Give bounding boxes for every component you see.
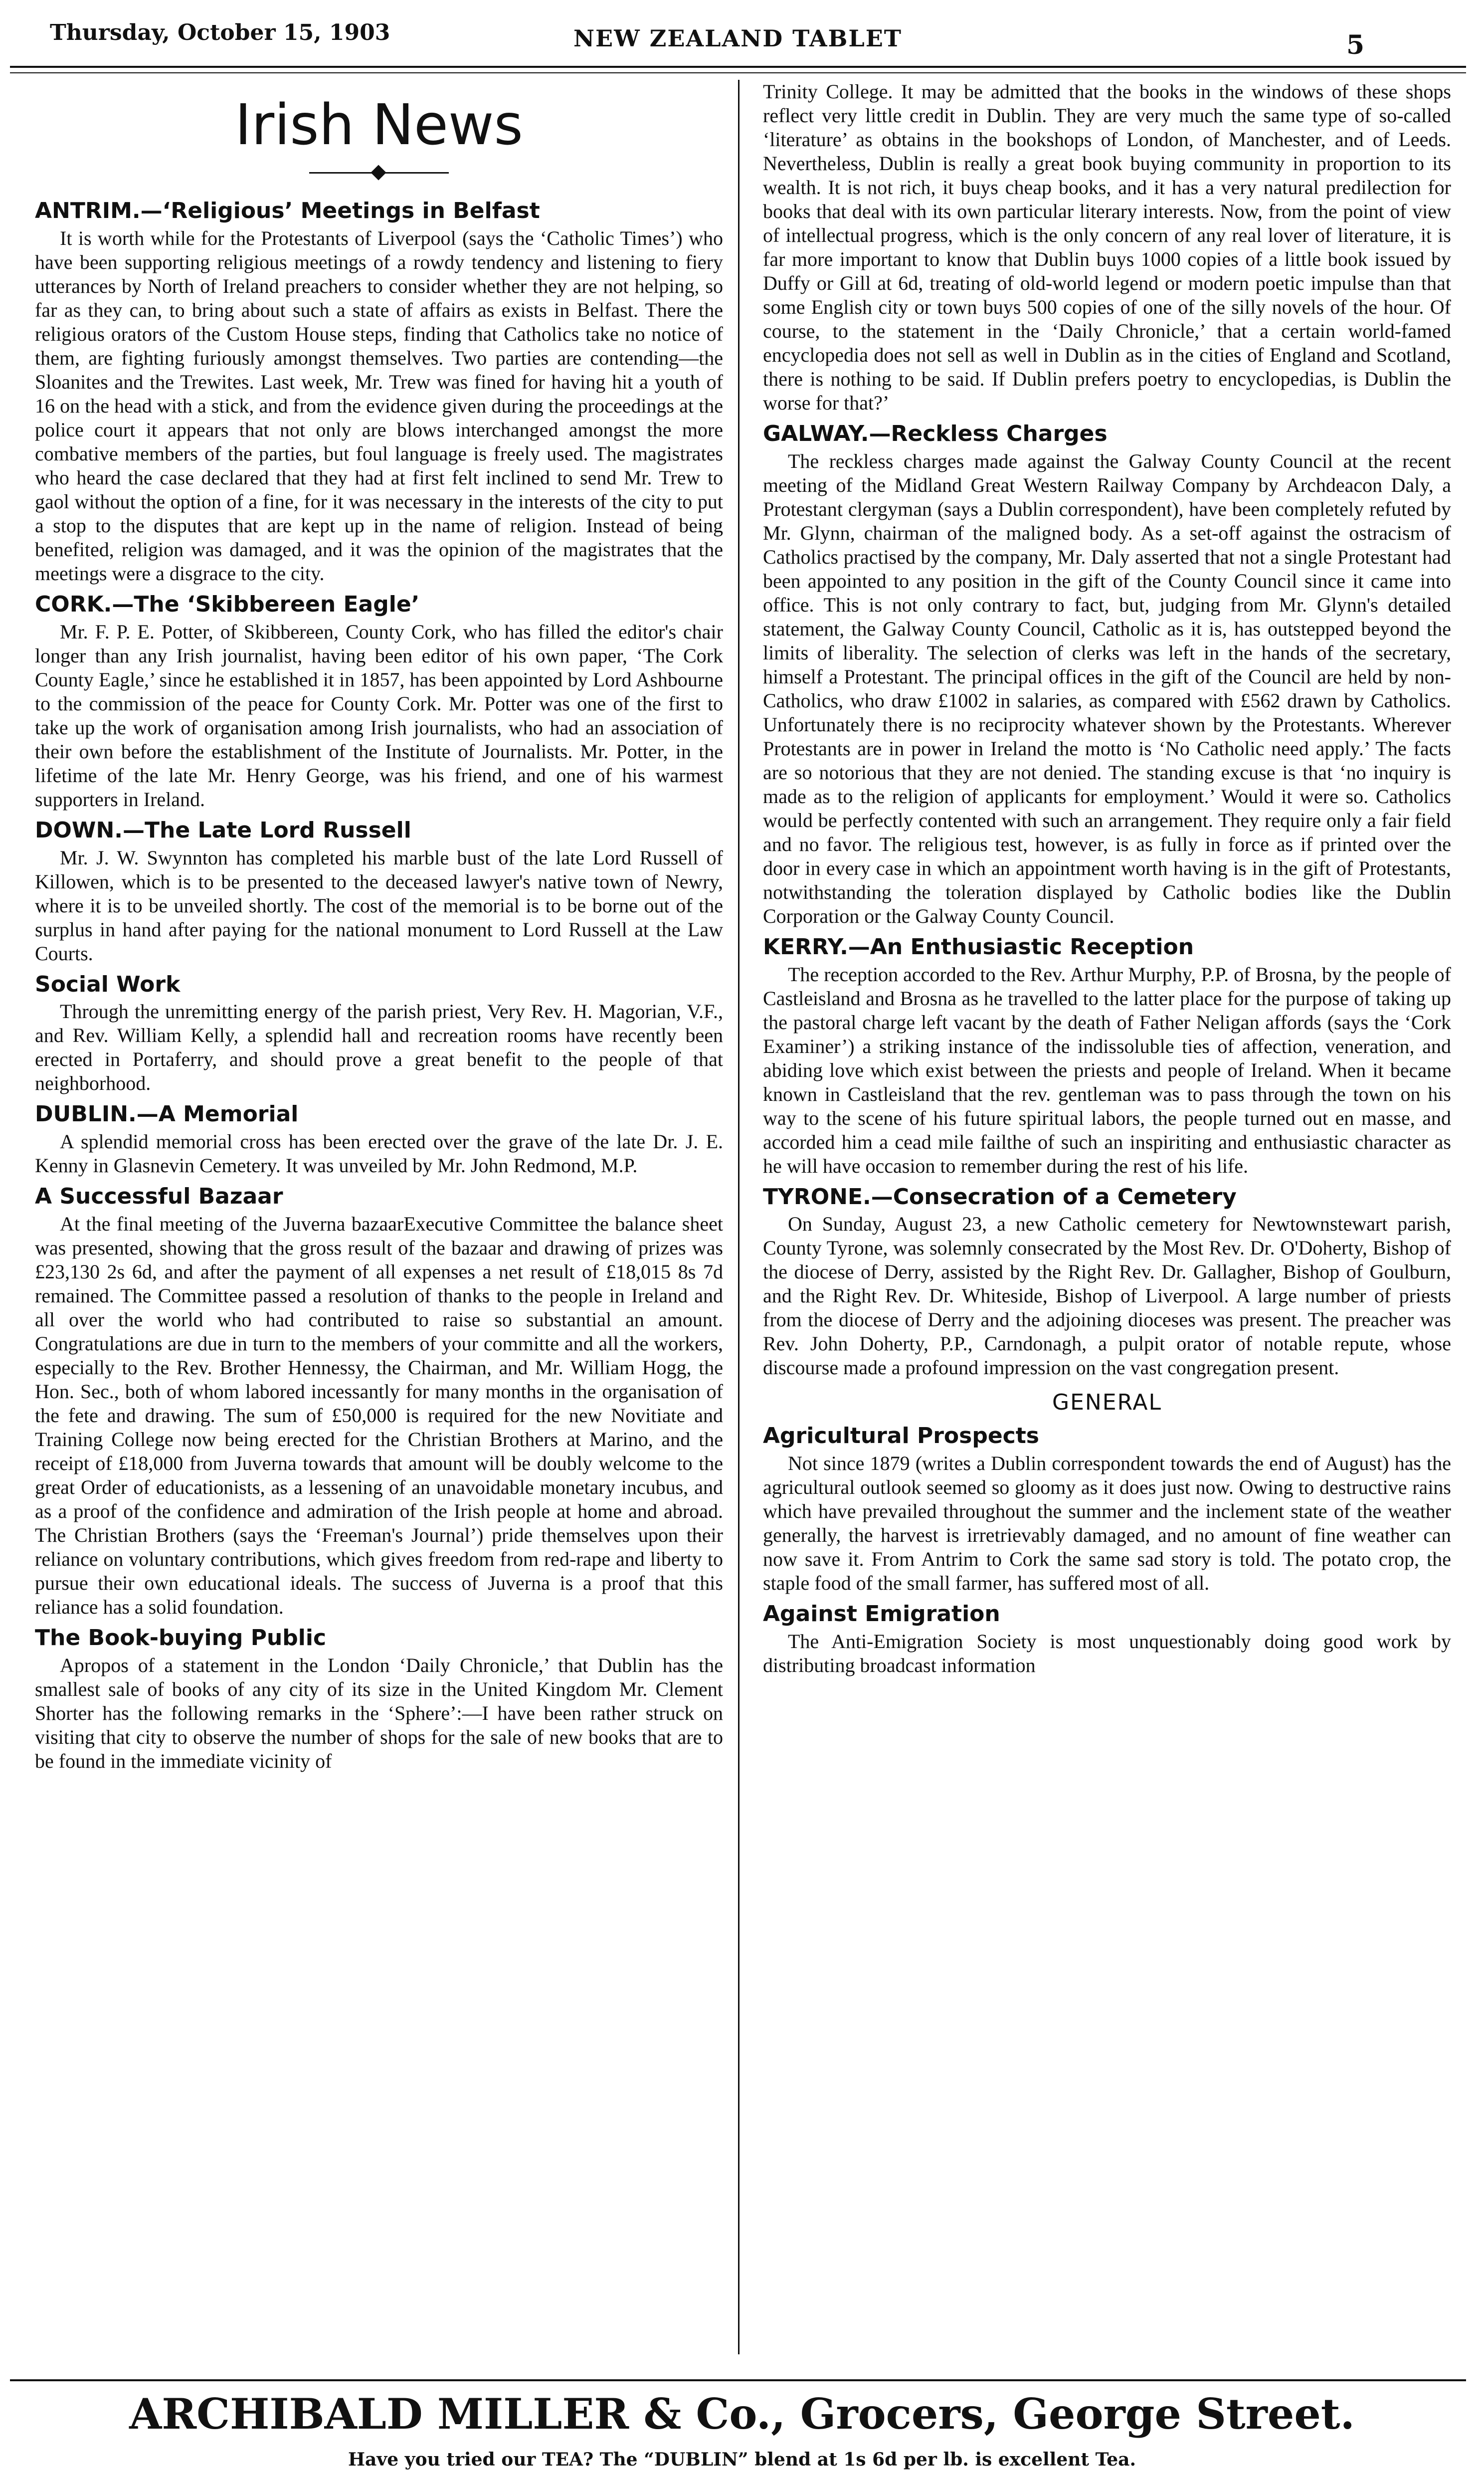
article-body: Apropos of a statement in the London ‘Daily Chronicle,’ that Dublin has the smallest sale of books of any city of its size in the United Kingdom Mr. Clement Shorter has the following remarks in the ‘Sphere’:—I have been rather struck on visiting that city to observe the number of shops for the sale of new books that are to be found in the immediate vicinity of bbox=[35, 1654, 723, 1772]
article-body: At the final meeting of the Juverna bazaarExecutive Committee the balance sheet was presented, showing that the gross result of the bazaar and drawing of prizes was £23,130 2s 6d, and after the payment of all expenses a net result of £18,015 8s 7d remained. The Committee passed a resolution of thanks to the people in Ireland and all over the world who had contributed to raise so substantial an amount. Congratulations are due in turn to the members of your committe and all the workers, especially to the Rev. Brother Hennessy, the Chairman, and Mr. William Hogg, the Hon. Sec., both of whom labored incessantly for many months in the organisation of the fete and drawing. The sum of £50,000 is required for the new Novitiate and Training College now being erected for the Christian Brothers at Marino, and the receipt of £18,000 from Juverna towards that amount will be doubly welcome to the great Order of educationists, as a lessening of an unavoidable monetary incubus, and as a proof of the confidence and admiration of the Irish people at home and abroad. The Christian Brothers (says the ‘Freeman's Journal’) pride themselves upon their reliance on voluntary contributions, which gives freedom from red-rape and liberty to pursue their own educational ideals. The success of Juverna is a proof that this reliance has a solid foundation. bbox=[35, 1212, 723, 1618]
page-header bbox=[0, 0, 1484, 70]
article-galway bbox=[763, 421, 1451, 928]
article-cork bbox=[35, 592, 723, 812]
header-rule-thin bbox=[10, 72, 1466, 73]
article-down bbox=[35, 818, 723, 966]
article-body: The Anti-Emigration Society is most unquestionably doing good work by distributing broadcast information bbox=[763, 1630, 1451, 1676]
article-body: The reception accorded to the Rev. Arthur Murphy, P.P. of Brosna, by the people of Castleisland and Brosna as he travelled to the latter place for the purpose of taking up the pastoral charge left vacant by the death of Father Neligan affords (says the ‘Cork Examiner’) a striking instance of the indissoluble ties of affection, veneration, and abiding love which exist between the priests and people of Ireland. When it became known in Castleisland that the rev. gentleman was to pass through the town on his way to the scene of his future spiritual labors, the people turned out en masse, and accorded him a cead mile failthe of such an inspiriting and enthusiastic character as he will have occasion to remember during the rest of his life. bbox=[763, 963, 1451, 1177]
article-body: Trinity College. It may be admitted that the books in the windows of these shops reflect very little credit in Dublin. They are very much the same type of so-called ‘literature’ as obtains in the bookshops of London, of Manchester, and of Leeds. Nevertheless, Dublin is really a great book buying community in proportion to its wealth. It is not rich, it buys cheap books, and it has a very natural predilection for books that deal with its own particular literary interests. Now, from the point of view of intellectual progress, which is the only concern of any real lover of literature, it is far more important to know that Dublin buys 1000 copies of a little book issued by Duffy or Gill at 6d, treating of old-world legend or modern poetic impulse than that some English city or town buys 500 copies of one of the silly novels of the hour. Of course, to the statement in the ‘Daily Chronicle,’ that a certain world-famed encyclopedia does not sell as well in Dublin as in the cities of England and Scotland, there is nothing to be said. If Dublin prefers poetry to encyclopedias, is Dublin the worse for that?’ bbox=[763, 80, 1451, 414]
article-body: A splendid memorial cross has been erected over the grave of the late Dr. J. E. Kenny in Glasnevin Cemetery. It was unveiled by Mr. John Redmond, M.P. bbox=[35, 1130, 723, 1177]
article-body: Mr. F. P. E. Potter, of Skibbereen, County Cork, who has filled the editor's chair longer than any Irish journalist, having been editor of his own paper, ‘The Cork County Eagle,’ since he established it in 1857, has been appointed by Lord Ashbourne to the commission of the peace for County Cork. Mr. Potter was one of the first to take up the work of organisation among Irish journalists, who had an association of their own before the establishment of the Institute of Journalists. Mr. Potter, in the lifetime of the late Mr. Henry George, was his friend, and one of his warmest supporters in Ireland. bbox=[35, 620, 723, 811]
header-rule bbox=[10, 66, 1466, 68]
article-heading: CORK.—The ‘Skibbereen Eagle’ bbox=[35, 591, 420, 617]
article-antrim bbox=[35, 198, 723, 586]
right-column bbox=[763, 80, 1451, 2364]
column-title: Irish News bbox=[235, 93, 523, 158]
article-body: On Sunday, August 23, a new Catholic cemetery for Newtownstewart parish, County Tyrone, was solemnly consecrated by the Most Rev. Dr. O'Doherty, Bishop of the diocese of Derry, assisted by the Right Rev. Dr. Gallagher, Bishop of Goulburn, and the Right Rev. Dr. Whiteside, Bishop of Liverpool. A large number of priests from the diocese of Derry and the adjoining dioceses was present. The preacher was Rev. John Doherty, P.P., Carndonagh, a pulpit orator of notable repute, whose discourse made a profound impression on the vast congregation present. bbox=[763, 1213, 1451, 1379]
article-heading: A Successful Bazaar bbox=[35, 1184, 283, 1210]
advertisement-tagline: Have you tried our TEA? The “DUBLIN” blend at 1s 6d per lb. is excellent Tea. bbox=[348, 2449, 1136, 2470]
advertisement-title: ARCHIBALD MILLER & Co., Grocers, George Street. bbox=[129, 2389, 1355, 2439]
newspaper-title: NEW ZEALAND TABLET bbox=[573, 25, 903, 52]
article-heading: GALWAY.—Reckless Charges bbox=[763, 421, 1108, 446]
article-book-buying bbox=[35, 1625, 723, 1773]
issue-date: Thursday, October 15, 1903 bbox=[50, 20, 390, 45]
article-heading: DUBLIN.—A Memorial bbox=[35, 1101, 299, 1127]
article-dublin bbox=[35, 1101, 723, 1178]
article-body: Not since 1879 (writes a Dublin correspondent towards the end of August) has the agricultural outlook seemed so gloomy as it does just now. Owing to destructive rains which have prevailed throughout the summer and the inclement state of the weather generally, the harvest is irretrievably damaged, and no amount of fine weather can now save it. From Antrim to Cork the same sad story is told. The potato crop, the staple food of the small farmer, has suffered most of all. bbox=[763, 1452, 1451, 1594]
left-column bbox=[35, 80, 723, 2364]
article-heading: Against Emigration bbox=[763, 1601, 1000, 1627]
article-body: Through the unremitting energy of the parish priest, Very Rev. H. Magorian, V.F., and Rev. William Kelly, a splendid hall and recreation rooms have recently been erected in Portaferry, and should prove a great benefit to the people of that neighborhood. bbox=[35, 1000, 723, 1095]
article-bazaar bbox=[35, 1184, 723, 1619]
article-heading: KERRY.—An Enthusiastic Reception bbox=[763, 934, 1194, 960]
diamond-icon bbox=[371, 165, 386, 181]
article-body: It is worth while for the Protestants of Liverpool (says the ‘Catholic Times’) who have been supporting religious meetings of a rowdy tendency and listening to fiery utterances by North of Ireland preachers to consider whether they are not helping, so far as they can, to bring about such a state of affairs as exists in Belfast. There the religious orators of the Custom House steps, finding that Catholics take no notice of them, are fighting furiously amongst themselves. Two parties are contending—the Sloanites and the Trewites. Last week, Mr. Trew was fined for having hit a youth of 16 on the head with a stick, and from the evidence given during the proceedings at the police court it appears that not only are blows interchanged amongst the more combative members of the parties, but foul language is freely used. The magistrates who heard the case declared that they had at first felt inclined to send Mr. Trew to gaol without the option of a fine, for it was necessary in the interests of the city to put a stop to the disputes that are kept up in the name of religion. Instead of being benefited, religion was damaged, and it was the opinion of the magistrates that the meetings were a disgrace to the city. bbox=[35, 226, 723, 585]
article-heading: ANTRIM.—‘Religious’ Meetings in Belfast bbox=[35, 198, 540, 224]
article-tyrone bbox=[763, 1184, 1451, 1380]
article-heading: Agricultural Prospects bbox=[763, 1423, 1039, 1449]
article-heading: Social Work bbox=[35, 971, 181, 997]
article-heading: TYRONE.—Consecration of a Cemetery bbox=[763, 1184, 1237, 1210]
general-heading: GENERAL bbox=[1052, 1390, 1162, 1416]
title-ornament bbox=[35, 163, 723, 183]
article-social-work bbox=[35, 972, 723, 1096]
article-continuation bbox=[763, 80, 1451, 415]
page-number: 5 bbox=[1346, 30, 1365, 60]
article-heading: DOWN.—The Late Lord Russell bbox=[35, 817, 411, 843]
article-emigration bbox=[763, 1601, 1451, 1677]
article-body: The reckless charges made against the Galway County Council at the recent meeting of the Midland Great Western Railway Company by Archdeacon Daly, a Protestant clergyman (says a Dublin correspondent), have been completely refuted by Mr. Glynn, chairman of the maligned body. As a set-off against the ostracism of Catholics practised by the company, Mr. Daly asserted that not a single Protestant had been appointed to any position in the gift of the County Council since it came into office. This is not only contrary to fact, but, judging from Mr. Glynn's detailed statement, the Galway County Council, Catholic as it is, has outstepped beyond the limits of liberality. The selection of clerks was left in the hands of the secretary, himself a Protestant. The principal offices in the gift of the Council are held by non-Catholics, who draw £1002 in salaries, as compared with £562 drawn by Catholics. Unfortunately there is no reciprocity whatever shown by the Protestants. Wherever Protestants are in power in Ireland the motto is ‘No Catholic need apply.’ The facts are so notorious that they are not denied. The standing excuse is that ‘no inquiry is made as to the religion of applicants for employment.’ Would it were so. Catholics would be perfectly contented with such an arrangement. They require only a fair field and no favor. The religious test, however, is as fully in force as if printed over the door in every case in which an appointment worth having is in the gift of Protestants, notwithstanding the toleration displayed by Catholic bodies like the Dublin Corporation or the Galway County Council. bbox=[763, 449, 1451, 927]
article-body: Mr. J. W. Swynnton has completed his marble bust of the late Lord Russell of Killowen, which is to be presented to the deceased lawyer's native town of Newry, where it is to be unveiled shortly. The cost of the memorial is to be borne out of the surplus in hand after paying for the national monument to Lord Russell at the Law Courts. bbox=[35, 846, 723, 965]
article-kerry bbox=[763, 934, 1451, 1178]
footer-rule bbox=[10, 2379, 1466, 2381]
article-agricultural bbox=[763, 1423, 1451, 1595]
column-divider bbox=[738, 80, 740, 2354]
article-heading: The Book-buying Public bbox=[35, 1625, 327, 1651]
